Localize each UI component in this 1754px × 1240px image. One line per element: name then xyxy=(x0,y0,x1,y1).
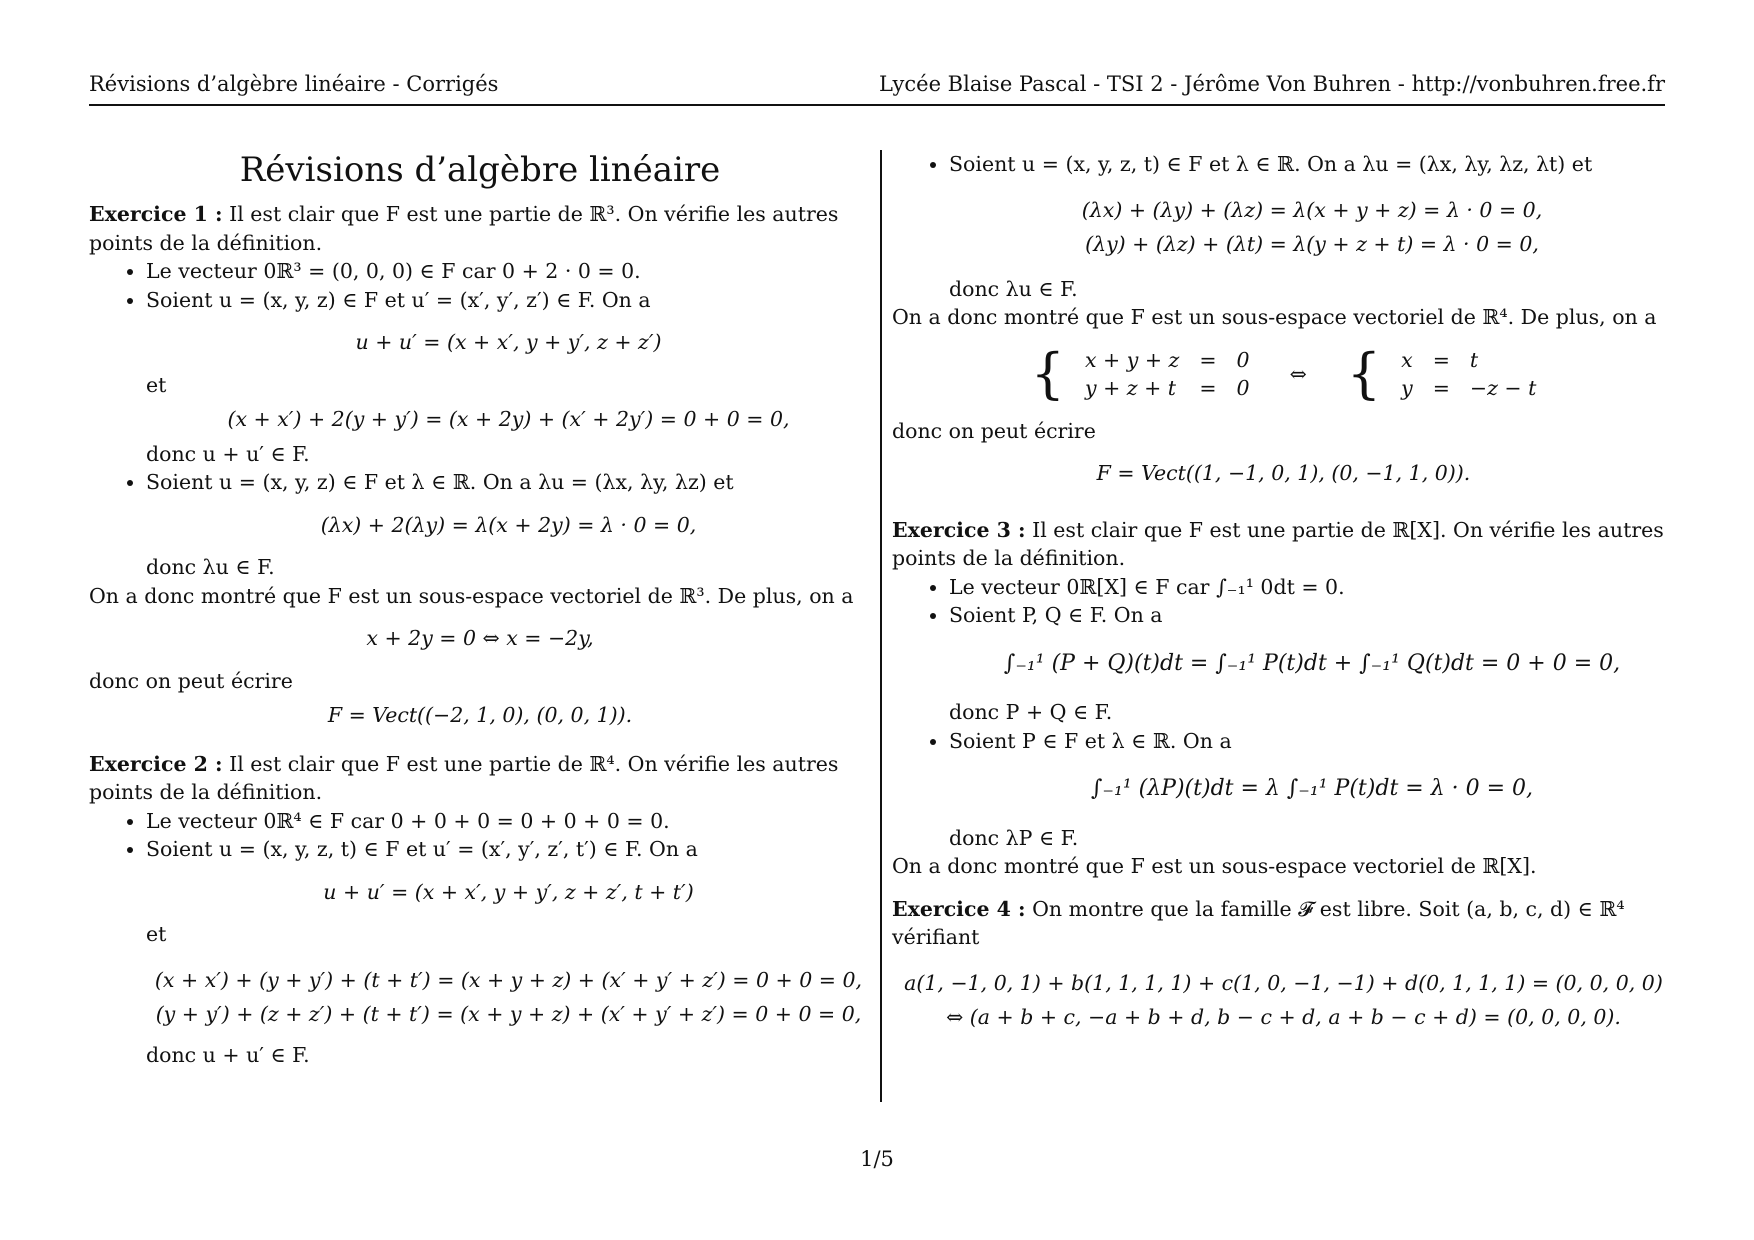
list-item: • Soient u = (x, y, z, t) ∈ F et λ ∈ ℝ. On a λu = (λx, λy, λz, λt) et (λx) + (λy) + (λz) = λ(x + y + z) = λ · 0 = 0, (λy) + (λz) + (λt) = λ(y + z + t) = λ · 0 = 0, donc λu ∈ F. xyxy=(949,150,1675,303)
equation: ∫₋₁¹ (P + Q)(t)dt = ∫₋₁¹ P(t)dt + ∫₋₁¹ Q(t)dt = 0 + 0 = 0, xyxy=(1003,650,1621,676)
column-divider xyxy=(880,150,882,1102)
list-item: • Soient P, Q ∈ F. On a ∫₋₁¹ (P + Q)(t)dt = ∫₋₁¹ P(t)dt + ∫₋₁¹ Q(t)dt = 0 + 0 = 0, donc P + Q ∈ F. xyxy=(949,601,1675,727)
left-column xyxy=(89,150,871,1069)
equation: (x + x′) + 2(y + y′) = (x + 2y) + (x′ + 2y′) = 0 + 0 = 0, xyxy=(227,407,790,431)
text-line: donc u + u′ ∈ F. xyxy=(146,441,310,466)
list-item: • Soient u = (x, y, z) ∈ F et λ ∈ ℝ. On a λu = (λx, λy, λz) et (λx) + 2(λy) = λ(x + 2y) = λ · 0 = 0, donc λu ∈ F. xyxy=(146,468,871,582)
exercise-3-conclusion: On a donc montré que F est un sous-espace vectoriel de ℝ[X]. xyxy=(892,854,1537,878)
right-brace: { xyxy=(1346,342,1382,405)
equation: F = Vect((1, −1, 0, 1), (0, −1, 1, 0)). xyxy=(1096,461,1471,485)
list-item: • Soient u = (x, y, z) ∈ F et u′ = (x′, y′, z′) ∈ F. On a u + u′ = (x + x′, y + y′, z + z′) et (x + x′) + 2(y + y′) = (x + 2y) + (x′ + 2y′) = 0 + 0 = 0, donc u + u′ ∈ F. xyxy=(146,286,871,469)
text-line: et xyxy=(146,922,167,946)
equation: (λy) + (λz) + (λt) = λ(y + z + t) = λ · 0 = 0, xyxy=(1085,231,1539,256)
text-line: donc λu ∈ F. xyxy=(949,276,1078,301)
text-line: donc on peut écrire xyxy=(89,668,293,693)
exercise-1-intro: Exercice 1 : Il est clair que F est une partie de ℝ³. On vérifie les autres points de la définition. xyxy=(89,202,839,255)
text-line: donc u + u′ ∈ F. xyxy=(146,1042,310,1067)
list-item: • Le vecteur 0ℝ[X] ∈ F car ∫₋₁¹ 0dt = 0. xyxy=(949,573,1675,602)
equation: (x + x′) + (y + y′) + (t + t′) = (x + y + z) + (x′ + y′ + z′) = 0 + 0 = 0, xyxy=(154,967,863,992)
list-item: • Soient P ∈ F et λ ∈ ℝ. On a ∫₋₁¹ (λP)(t)dt = λ ∫₋₁¹ P(t)dt = λ · 0 = 0, donc λP ∈ F. xyxy=(949,727,1675,853)
equation: ∫₋₁¹ (λP)(t)dt = λ ∫₋₁¹ P(t)dt = λ · 0 = 0, xyxy=(1090,776,1534,801)
text-line: donc λP ∈ F. xyxy=(949,825,1079,850)
equation: u + u′ = (x + x′, y + y′, z + z′) xyxy=(355,330,662,354)
exercise-3-heading: Exercice 3 : xyxy=(892,517,1026,542)
exercise-2-intro: Exercice 2 : Il est clair que F est une partie de ℝ⁴. On vérifie les autres points de la définition. xyxy=(89,751,839,804)
exercise-4-heading: Exercice 4 : xyxy=(892,896,1026,921)
exercise-4-intro: Exercice 4 : On montre que la famille 𝓕 est libre. Soit (a, b, c, d) ∈ ℝ⁴ vérifiant xyxy=(892,896,1625,949)
header-left-title: Révisions d’algèbre linéaire - Corrigés xyxy=(89,72,499,96)
exercise-1-conclusion: On a donc montré que F est un sous-espace vectoriel de ℝ³. De plus, on a xyxy=(89,583,854,608)
equation: x + 2y = 0 ⇔ x = −2y, xyxy=(366,626,594,650)
right-column xyxy=(892,150,1675,1034)
exercise-1-heading: Exercice 1 : xyxy=(89,202,223,226)
equation: F = Vect((−2, 1, 0), (0, 0, 1)). xyxy=(327,703,633,727)
list-item: • Le vecteur 0ℝ⁴ ∈ F car 0 + 0 + 0 = 0 + 0 + 0 = 0. xyxy=(146,807,871,836)
equation: (y + y′) + (z + z′) + (t + t′) = (x + y + z) + (x′ + y′ + z′) = 0 + 0 = 0, xyxy=(155,1001,862,1026)
list-item: • Soient u = (x, y, z, t) ∈ F et u′ = (x′, y′, z′, t′) ∈ F. On a u + u′ = (x + x′, y + y′, z + z′, t + t′) et (x + x′) + (y + y′) + (t + t′) = (x + y + z) + (x′ + y′ + z′) = 0 + 0 = 0, (y + y′) + (z + z′) + (t + t′) = (x + y + z) + (x′ + y′ + z′) = 0 + 0 = 0, donc u + u′ ∈ F. xyxy=(146,835,871,1069)
text-line: donc P + Q ∈ F. xyxy=(949,700,1113,724)
exercise-1-bullets xyxy=(89,257,871,582)
exercise-3-intro: Exercice 3 : Il est clair que F est une partie de ℝ[X]. On vérifie les autres points de la définition. xyxy=(892,517,1664,570)
text-line: donc λu ∈ F. xyxy=(146,555,275,579)
equation: (λx) + (λy) + (λz) = λ(x + y + z) = λ · 0 = 0, xyxy=(1081,197,1543,222)
page-number: 1/5 xyxy=(860,1147,894,1171)
linear-system: { x + y + z = 0 ⇔ { x = t y + z + t = 0 y = −z − t xyxy=(1021,346,1547,403)
text-line: donc on peut écrire xyxy=(892,418,1096,443)
equation: a(1, −1, 0, 1) + b(1, 1, 1, 1) + c(1, 0, −1, −1) + d(0, 1, 1, 1) = (0, 0, 0, 0) xyxy=(904,970,1663,995)
equation: ⇔ (a + b + c, −a + b + d, b − c + d, a + b − c + d) = (0, 0, 0, 0). xyxy=(946,1004,1621,1029)
left-brace: { xyxy=(1030,342,1065,405)
equation: (λx) + 2(λy) = λ(x + 2y) = λ · 0 = 0, xyxy=(320,512,697,537)
header-right-author: Lycée Blaise Pascal - TSI 2 - Jérôme Von Buhren - http://vonbuhren.free.fr xyxy=(878,72,1665,96)
equivalence-symbol: ⇔ xyxy=(1289,361,1307,386)
text-line: et xyxy=(146,372,167,397)
exercise-2-bullets-continued xyxy=(892,150,1675,303)
equation: u + u′ = (x + x′, y + y′, z + z′, t + t′) xyxy=(323,879,694,904)
exercise-2-bullets xyxy=(89,807,871,1070)
list-item: • Le vecteur 0ℝ³ = (0, 0, 0) ∈ F car 0 + 2 · 0 = 0. xyxy=(146,257,871,286)
document-title: Révisions d’algèbre linéaire xyxy=(239,150,721,190)
exercise-2-conclusion: On a donc montré que F est un sous-espace vectoriel de ℝ⁴. De plus, on a xyxy=(892,305,1657,329)
exercise-3-bullets xyxy=(892,573,1675,853)
page-header xyxy=(89,72,1665,106)
exercise-2-heading: Exercice 2 : xyxy=(89,751,223,776)
